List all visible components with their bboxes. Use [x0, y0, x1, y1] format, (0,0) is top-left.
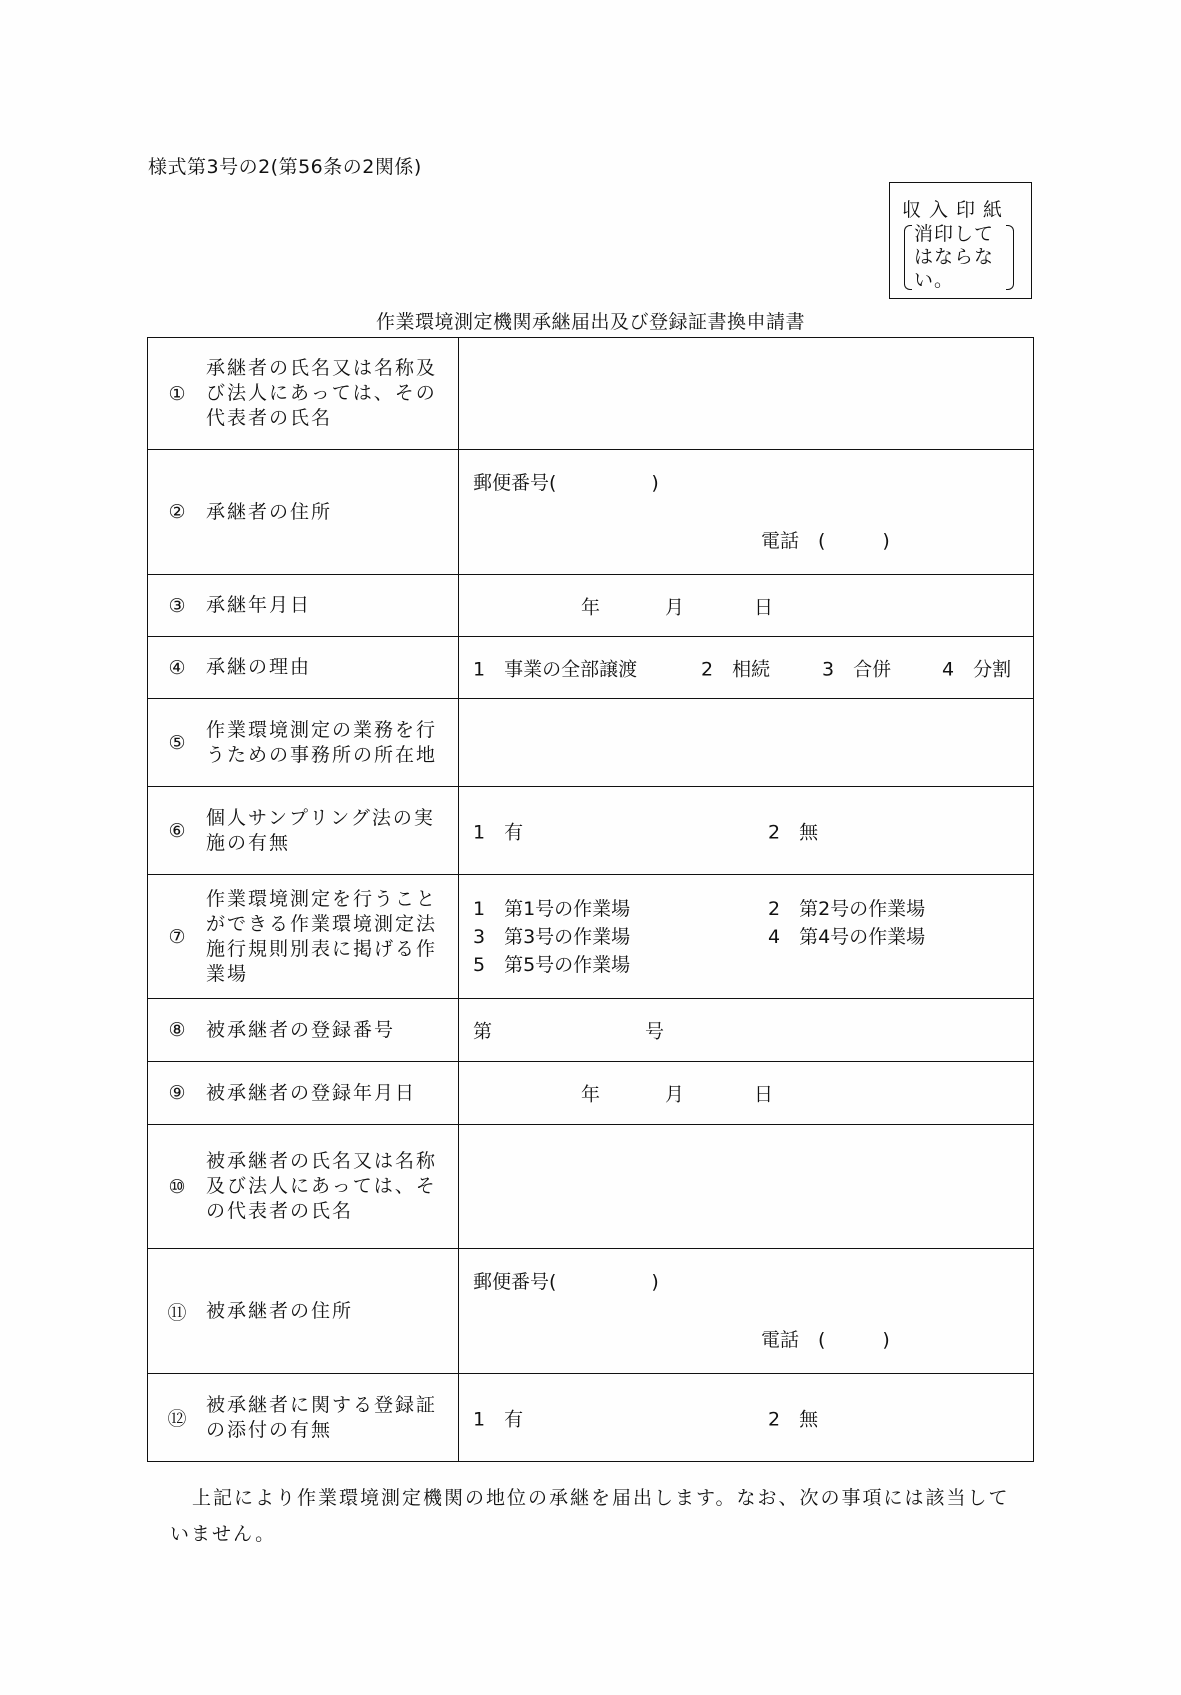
- year-label: 年: [581, 596, 601, 618]
- field-label: 被承継者の登録年月日: [206, 1081, 417, 1104]
- item-number: ③: [168, 594, 186, 617]
- stamp-title: 収入印紙: [902, 199, 1011, 221]
- predecessor-address-field[interactable]: [459, 1249, 1034, 1374]
- item-number: ⑪: [167, 1301, 187, 1324]
- application-form-table: [147, 337, 1034, 1462]
- day-label: 日: [754, 596, 774, 618]
- postal-code-field[interactable]: 郵便番号( ): [473, 1271, 659, 1293]
- workplace-option-3[interactable]: 3 第3号の作業場: [473, 925, 631, 948]
- item-number: ⑩: [168, 1175, 186, 1198]
- row-predecessor-name: [148, 1125, 1034, 1249]
- row-workplaces: [148, 875, 1034, 999]
- predecessor-reg-number-field[interactable]: [459, 999, 1034, 1062]
- phone-field[interactable]: 電話 ( ): [761, 1329, 890, 1351]
- field-label: 被承継者の住所: [206, 1299, 354, 1322]
- field-label: 作業環境測定の業務を行うための事務所の所在地: [206, 718, 438, 766]
- day-label: 日: [754, 1083, 774, 1106]
- option-no[interactable]: 2 無: [768, 1408, 819, 1430]
- workplaces-field: [459, 875, 1034, 999]
- reg-suffix: 号: [645, 1020, 665, 1043]
- phone-field[interactable]: 電話 ( ): [761, 530, 890, 552]
- field-label: 個人サンプリング法の実施の有無: [206, 806, 435, 854]
- item-number: ①: [168, 382, 186, 405]
- predecessor-name-field[interactable]: [459, 1125, 1034, 1249]
- row-predecessor-reg-number: [148, 999, 1034, 1062]
- reg-prefix: 第: [473, 1020, 493, 1043]
- item-number: ⑤: [168, 731, 186, 754]
- successor-name-field[interactable]: [459, 338, 1034, 450]
- field-label: 被承継者の氏名又は名称及び法人にあっては、その代表者の氏名: [206, 1150, 438, 1222]
- reason-option-merger[interactable]: 3 合併: [822, 658, 892, 680]
- registration-cert-field: [459, 1374, 1034, 1462]
- row-succession-reason: [148, 637, 1034, 699]
- reason-option-inheritance[interactable]: 2 相続: [701, 658, 771, 680]
- item-number: ⑧: [168, 1019, 186, 1041]
- year-label: 年: [581, 1083, 601, 1106]
- row-successor-name: [148, 338, 1034, 450]
- field-label: 被承継者の登録番号: [206, 1018, 396, 1041]
- option-no[interactable]: 2 無: [768, 821, 819, 843]
- document-title: 作業環境測定機関承継届出及び登録証書換申請書: [375, 311, 805, 333]
- field-label: 承継者の住所: [206, 500, 333, 523]
- row-personal-sampling: [148, 787, 1034, 875]
- reason-option-split[interactable]: 4 分割: [942, 658, 1012, 680]
- item-number: ⑫: [167, 1408, 187, 1430]
- option-yes[interactable]: 1 有: [473, 1408, 524, 1430]
- personal-sampling-field: [459, 787, 1034, 875]
- item-number: ⑥: [168, 819, 186, 842]
- field-label: 承継年月日: [206, 594, 312, 616]
- predecessor-reg-date-field[interactable]: [459, 1062, 1034, 1125]
- item-number: ⑨: [168, 1082, 186, 1104]
- row-office-location: [148, 699, 1034, 787]
- row-registration-cert-attached: [148, 1374, 1034, 1462]
- workplace-option-4[interactable]: 4 第4号の作業場: [768, 925, 926, 948]
- revenue-stamp-box: [889, 182, 1032, 299]
- workplace-option-1[interactable]: 1 第1号の作業場: [473, 897, 631, 920]
- workplace-option-5[interactable]: 5 第5号の作業場: [473, 953, 631, 976]
- row-predecessor-address: [148, 1249, 1034, 1374]
- successor-address-field[interactable]: [459, 450, 1034, 575]
- field-label: 被承継者に関する登録証の添付の有無: [206, 1393, 438, 1441]
- postal-code-field[interactable]: 郵便番号( ): [473, 472, 659, 494]
- reason-option-transfer[interactable]: 1 事業の全部譲渡: [473, 658, 638, 680]
- form-number: 様式第3号の2(第56条の2関係): [148, 156, 422, 178]
- field-label: 承継者の氏名又は名称及び法人にあっては、その代表者の氏名: [206, 357, 438, 429]
- succession-reason-field: [459, 637, 1034, 699]
- row-predecessor-reg-date: [148, 1062, 1034, 1125]
- stamp-note: 消印してはならない。: [908, 223, 1008, 292]
- declaration-statement: 上記により作業環境測定機関の地位の承継を届出します。なお、次の事項には該当していません。: [170, 1487, 1010, 1545]
- workplace-option-2[interactable]: 2 第2号の作業場: [768, 897, 926, 920]
- item-number: ⑦: [168, 925, 186, 948]
- succession-date-field[interactable]: [459, 575, 1034, 637]
- field-label: 承継の理由: [206, 656, 312, 678]
- field-label: 作業環境測定を行うことができる作業環境測定法施行規則別表に掲げる作業場: [206, 887, 438, 985]
- option-yes[interactable]: 1 有: [473, 821, 524, 843]
- month-label: 月: [665, 596, 685, 618]
- item-number: ②: [168, 501, 186, 523]
- office-location-field[interactable]: [459, 699, 1034, 787]
- month-label: 月: [665, 1083, 685, 1106]
- row-successor-address: [148, 450, 1034, 575]
- item-number: ④: [168, 656, 186, 679]
- row-succession-date: [148, 575, 1034, 637]
